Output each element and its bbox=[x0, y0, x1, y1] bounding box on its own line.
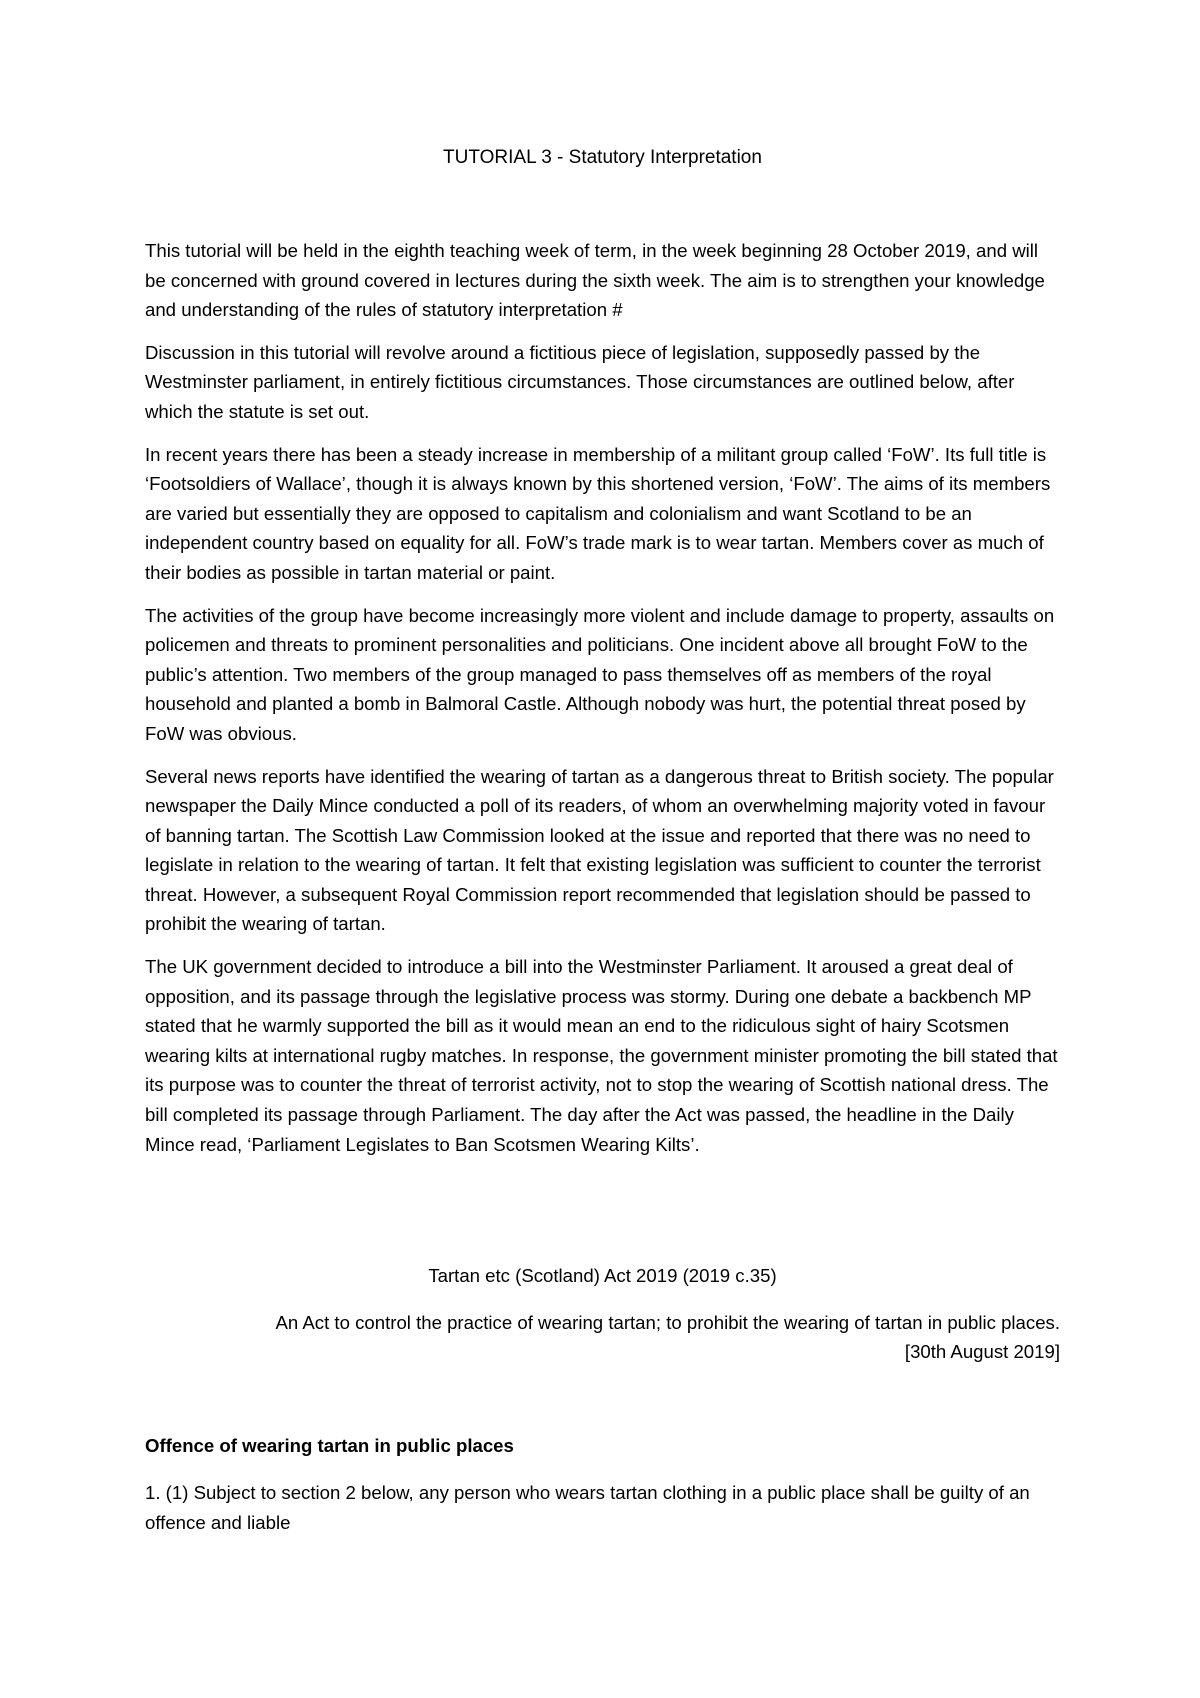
document-title: TUTORIAL 3 - Statutory Interpretation bbox=[443, 147, 762, 168]
paragraph-intro: This tutorial will be held in the eighth teaching week of term, in the week beginning 28 October 2019, and will be concerned with ground covered in lectures during the sixth week. The aim is to strengthen your knowledge and understanding of the rules of statutory interpretation # bbox=[145, 240, 1045, 321]
act-long-title: An Act to control the practice of wearing tartan; to prohibit the wearing of tartan in public places. bbox=[275, 1312, 1060, 1333]
section-heading: Offence of wearing tartan in public places bbox=[145, 1435, 514, 1456]
act-long-title-block bbox=[145, 1308, 1060, 1366]
act-date: [30th August 2019] bbox=[904, 1341, 1060, 1362]
act-title: Tartan etc (Scotland) Act 2019 (2019 c.35) bbox=[428, 1265, 777, 1286]
paragraph-discussion: Discussion in this tutorial will revolve around a fictitious piece of legislation, supposedly passed by the Westminster parliament, in entirely fictitious circumstances. Those circumstances are outlined below, after which the statute is set out. bbox=[145, 341, 1015, 422]
document-page bbox=[145, 0, 1060, 1698]
paragraph-fow: In recent years there has been a steady increase in membership of a militant group called ‘FoW’. Its full title is ‘Footsoldiers of Wallace’, though it is always known by this shortened version, ‘FoW’. The aims of its members are varied but essentially they are opposed to capitalism and colonialism and want Scotland to be an independent country based on equality for all. FoW’s trade mark is to wear tartan. Members cover as much of their bodies as possible in tartan material or paint. bbox=[145, 443, 1051, 583]
paragraph-news-reports: Several news reports have identified the wearing of tartan as a dangerous threat to British society. The popular newspaper the Daily Mince conducted a poll of its readers, of whom an overwhelming majority voted in favour of banning tartan. The Scottish Law Commission looked at the issue and reported that there was no need to legislate in relation to the wearing of tartan. It felt that existing legislation was sufficient to counter the terrorist threat. However, a subsequent Royal Commission report recommended that legislation should be passed to prohibit the wearing of tartan. bbox=[145, 765, 1054, 935]
paragraph-government-bill: The UK government decided to introduce a bill into the Westminster Parliament. It aroused a great deal of opposition, and its passage through the legislative process was stormy. During one debate a backbench MP stated that he warmly supported the bill as it would mean an end to the ridiculous sight of hairy Scotsmen wearing kilts at international rugby matches. In response, the government minister promoting the bill stated that its purpose was to counter the threat of terrorist activity, not to stop the wearing of Scottish national dress. The bill completed its passage through Parliament. The day after the Act was passed, the headline in the Daily Mince read, ‘Parliament Legislates to Ban Scotsmen Wearing Kilts’. bbox=[145, 956, 1058, 1155]
document-body bbox=[145, 236, 1060, 1172]
section-1-text: 1. (1) Subject to section 2 below, any person who wears tartan clothing in a public place shall be guilty of an offence and liable bbox=[145, 1482, 1030, 1533]
paragraph-activities: The activities of the group have become increasingly more violent and include damage to property, assaults on policemen and threats to prominent personalities and politicians. One incident above all brought FoW to the public’s attention. Two members of the group managed to pass themselves off as members of the royal household and planted a bomb in Balmoral Castle. Although nobody was hurt, the potential threat posed by FoW was obvious. bbox=[145, 604, 1055, 744]
